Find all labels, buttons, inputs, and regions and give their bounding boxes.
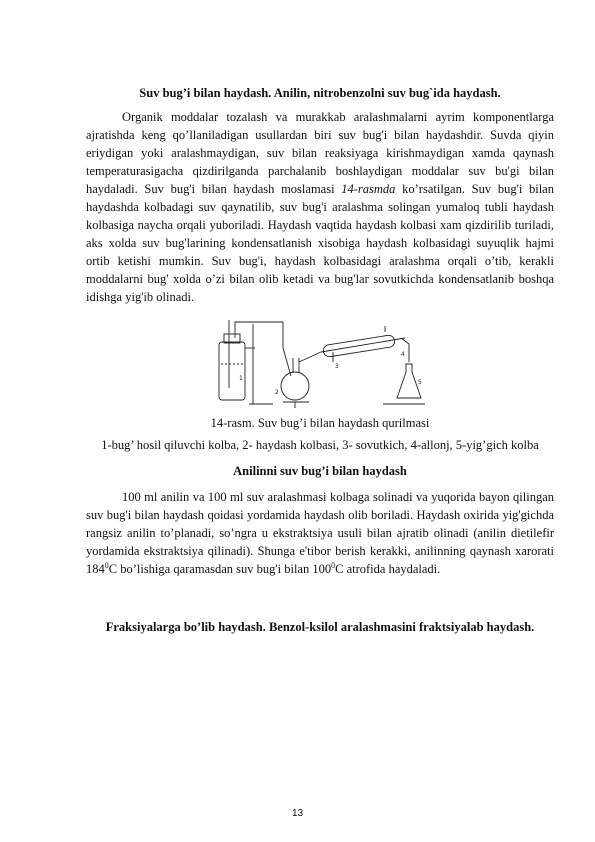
label-3: 3	[335, 363, 339, 370]
section-title-aniline: Anilinni suv bug’i bilan haydash	[233, 464, 407, 478]
section-title-fractional-distillation: Fraksiyalarga bo’lib haydash. Benzol-ksilol aralashmasini fraktsiyalab haydash.	[105, 620, 535, 634]
paragraph-steam-distillation	[86, 108, 554, 306]
label-2: 2	[275, 389, 279, 396]
paragraph-text: C bo’lishiga qaramasdan suv bug'i bilan 100	[108, 562, 332, 576]
section-title-steam-distillation: Suv bug’i bilan haydash. Anilin, nitrobenzolni suv bug`ida haydash.	[139, 86, 501, 100]
figure-reference: 14-rasmda	[341, 182, 396, 196]
page-number: 13	[291, 808, 304, 819]
steam-distillation-apparatus-figure	[213, 318, 427, 410]
figure-legend: 1-bug’ hosil qiluvchi kolba, 2- haydash kolbasi, 3- sovutkich, 4-allonj, 5-yig’gich kolba	[101, 438, 539, 452]
paragraph-text: Organik moddalar tozalash va murakkab aralashmalarni ayrim komponentlarga ajratishda keng qo’llaniladigan usullardan biri suv bug'i bilan haydashdir. Suvda qiyin eriydigan yoki aralashmaydigan, suv bilan reaksiyaga kirishmaydigan xamda qaynash temperaturasigacha qizdirilganda parchalanib boshlaydigan moddalar suv bu'gi bilan haydaladi. Suv bug'i bilan haydash moslamasi	[86, 110, 554, 196]
degree-superscript: 0	[104, 560, 109, 570]
label-4: 4	[401, 351, 405, 358]
degree-superscript: 0	[331, 560, 336, 570]
label-5: 5	[418, 379, 422, 386]
paragraph-aniline	[86, 488, 554, 578]
figure-caption: 14-rasm. Suv bug’i bilan haydash qurilmasi	[210, 416, 430, 430]
paragraph-text: C atrofida haydaladi.	[335, 562, 441, 576]
label-1: 1	[239, 375, 243, 382]
paragraph-text: ko’rsatilgan. Suv bug'i bilan haydashda kolbadagi suv qaynatilib, suv bug'i aralashma solingan yumaloq tubli haydash kolbasiga naycha orqali yuboriladi. Haydash vaqtida haydash kolbasi xam qizdirilib turiladi, aks xolda suv bug'larining kondensatlanish xisobiga haydash kolbasidagi suyuqlik hajmi ortib ketishi mumkin. Suv bug'i, haydash kolbasidagi aralashma orqali o’tib, kerakli moddalarni bug' xolda o’zi bilan olib ketadi va bug'lar sovutkichda kondensatlanib boshqa idishga yig'ib olinadi.	[86, 182, 554, 304]
paragraph-text: 100 ml anilin va 100 ml suv aralashmasi kolbaga solinadi va yuqorida bayon qilingan suv bug'i bilan haydash qoidasi yordamida haydash olib boriladi. Haydash oxirida yig'gichda rangsiz anilin to’planadi, so’ngra u ekstraktsiya usuli bilan ajratib olinadi (anilin dietilefir yordamida ekstraktsiya qilinadi). Shunga e'tibor berish kerakki, anilinning qaynash xarorati 184	[86, 490, 554, 576]
document-page	[86, 84, 554, 644]
